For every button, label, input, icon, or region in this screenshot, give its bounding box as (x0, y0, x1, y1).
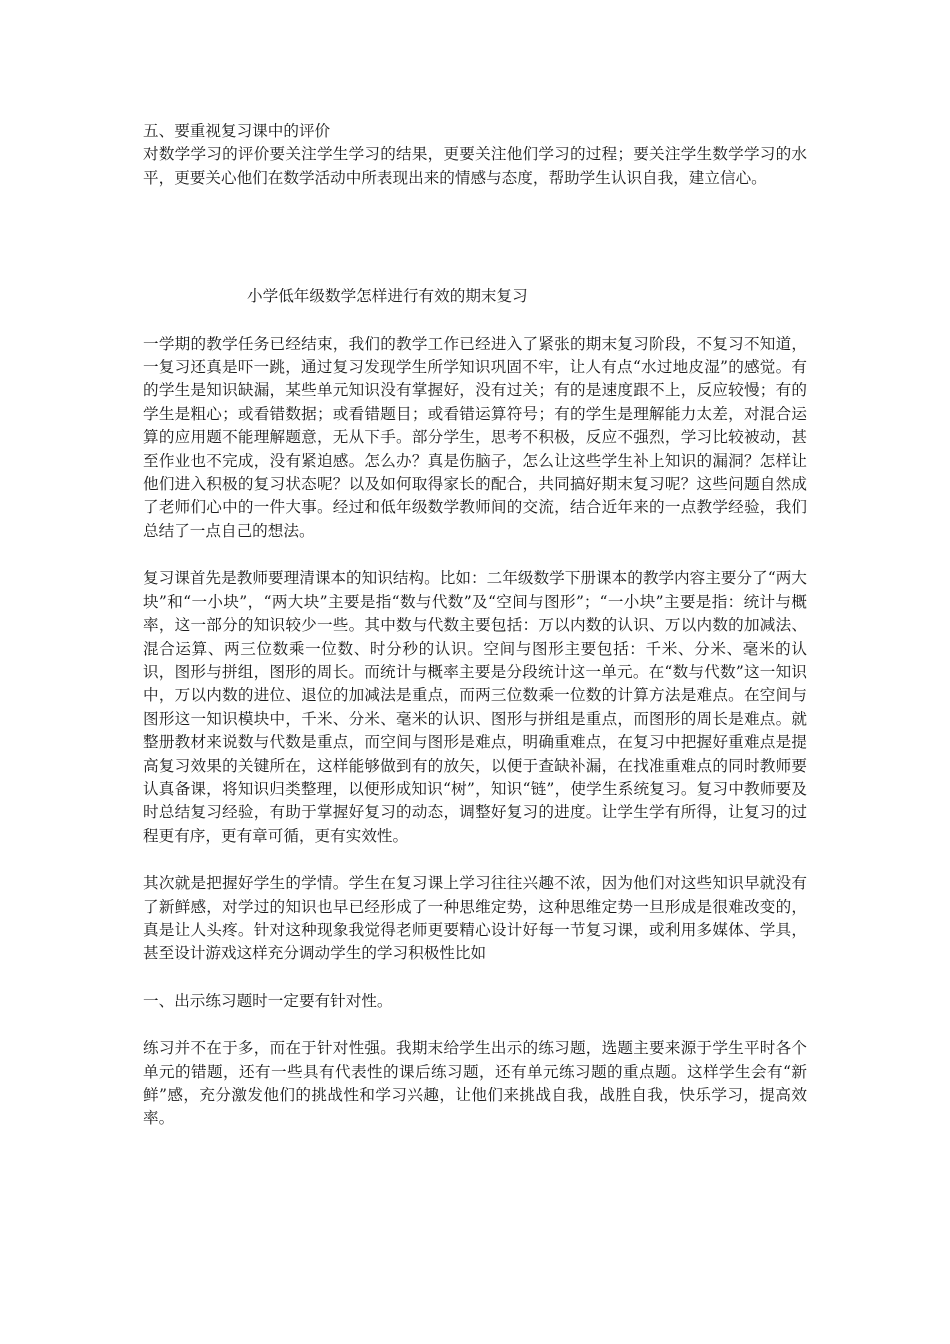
article-paragraph-3: 其次就是把握好学生的学情。学生在复习课上学习往往兴趣不浓，因为他们对这些知识早就没有了新鲜感，对学过的知识也早已经形成了一种思维定势，这种思维定势一旦形成是很难改变的，真是让人头疼。针对这种现象我觉得老师更要精心设计好每一节复习课，或利用多媒体、学具，甚至设计游戏这样充分调动学生的学习积极性比如 (143, 874, 807, 963)
article-title: 小学低年级数学怎样进行有效的期末复习 (247, 287, 528, 306)
article-paragraph-4: 练习并不在于多，而在于针对性强。我期末给学生出示的练习题，选题主要来源于学生平时各个单元的错题，还有一些具有代表性的课后练习题，还有单元练习题的重点题。这样学生会有“新鲜”感，充分激发他们的挑战性和学习兴趣，让他们来挑战自我，战胜自我，快乐学习，提高效率。 (143, 1039, 807, 1128)
section-heading: 五、要重视复习课中的评价 (143, 122, 331, 140)
article-paragraph-2: 复习课首先是教师要理清课本的知识结构。比如：二年级数学下册课本的教学内容主要分了“两大块”和“一小块”，“两大块”主要是指“数与代数”及“空间与图形”；“一小块”主要是指：统计与概率，这一部分的知识较少一些。其中数与代数主要包括：万以内数的认识、万以内数的加减法、混合运算、两三位数乘一位数、时分秒的认识。空间与图形主要包括：千米、分米、毫米的认识，图形与拼组，图形的周长。而统计与概率主要是分段统计这一单元。在“数与代数”这一知识中，万以内数的进位、退位的加减法是重点，而两三位数乘一位数的计算方法是难点。在空间与图形这一知识模块中，千米、分米、毫米的认识、图形与拼组是重点，而图形的周长是难点。就整册教材来说数与代数是重点，而空间与图形是难点，明确重难点，在复习中把握好重难点是提高复习效果的关键所在，这样能够做到有的放矢，以便于查缺补漏，在找准重难点的同时教师要认真备课，将知识归类整理，以便形成知识“树”，知识“链”，使学生系统复习。复习中教师要及时总结复习经验，有助于掌握好复习的动态，调整好复习的进度。让学生学有所得，让复习的过程更有序，更有章可循，更有实效性。 (143, 569, 807, 845)
spacer (143, 190, 807, 285)
article-paragraph-1: 一学期的教学任务已经结束，我们的教学工作已经进入了紧张的期末复习阶段，不复习不知道，一复习还真是吓一跳，通过复习发现学生所学知识巩固不牢，让人有点“水过地皮湿”的感觉。有的学生是知识缺漏，某些单元知识没有掌握好，没有过关；有的是速度跟不上，反应较慢；有的学生是粗心；或看错数据；或看错题目；或看错运算符号；有的学生是理解能力太差，对混合运算的应用题不能理解题意，无从下手。部分学生，思考不积极，反应不强烈，学习比较被动，甚至作业也不完成，没有紧迫感。怎么办？真是伤脑子，怎么让这些学生补上知识的漏洞？怎样让他们进入积极的复习状态呢？以及如何取得家长的配合，共同搞好期末复习呢？这些问题自然成了老师们心中的一件大事。经过和低年级数学教师间的交流，结合近年来的一点教学经验，我们总结了一点自己的想法。 (143, 334, 807, 540)
document-page (143, 120, 807, 1131)
spacer (143, 848, 807, 872)
spacer (143, 966, 807, 990)
spacer (143, 309, 807, 333)
spacer (143, 1013, 807, 1037)
spacer (143, 543, 807, 567)
article-subheading: 一、出示练习题时一定要有针对性。 (143, 991, 393, 1010)
section-paragraph: 对数学学习的评价要关注学生学习的结果，更要关注他们学习的过程；要关注学生数学学习的水平，更要关心他们在数学活动中所表现出来的情感与态度，帮助学生认识自我，建立信心。 (143, 145, 807, 187)
